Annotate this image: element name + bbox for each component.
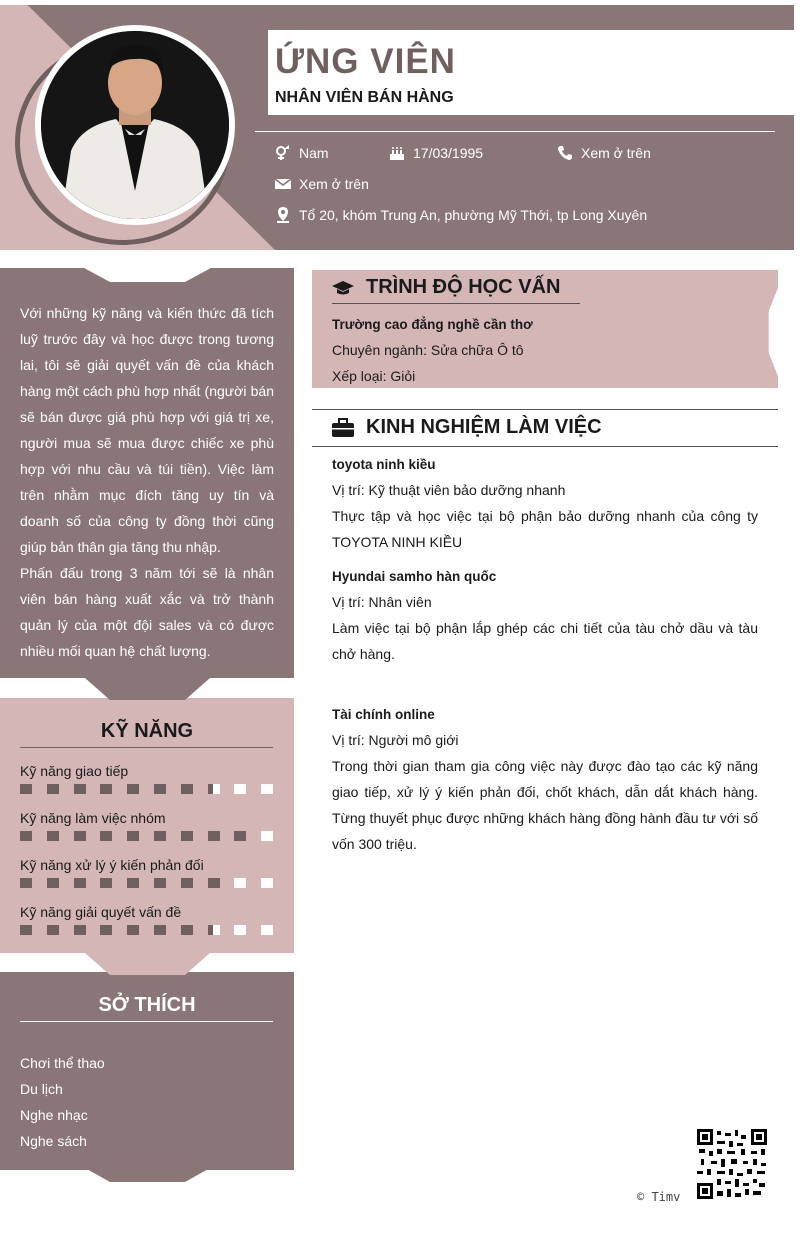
experience-heading <box>332 416 602 439</box>
skill-level-meter <box>20 831 273 841</box>
skill-level-dot <box>74 925 86 935</box>
skills-title: KỸ NĂNG <box>100 720 194 742</box>
skill-level-dot <box>127 831 139 841</box>
education-rule <box>332 303 580 304</box>
hobby-item: Nghe sách <box>20 1133 87 1149</box>
gender-icon <box>275 145 291 161</box>
cake-icon <box>389 145 405 161</box>
birthday-text: 17/03/1995 <box>413 145 484 161</box>
job-position: Vị trí: Người mô giới <box>332 732 459 748</box>
hobbies-rule <box>20 1021 273 1022</box>
skill-level-meter <box>20 784 273 794</box>
skill-level-dot <box>74 878 86 888</box>
skill-level-dot <box>181 925 193 935</box>
hobbies-title: SỞ THÍCH <box>98 994 196 1016</box>
skill-level-dot <box>74 784 86 794</box>
summary-notch <box>85 252 210 282</box>
job-description: Trong thời gian tham gia công việc này được đào tạo các kỹ năng giao tiếp, xử lý ý kiến phản đối, chốt khách, dẫn dắt khách hàng. Từng thuyết phục được những khách hàng đồng hành đầu tư với số vốn 300 triệu. <box>332 758 758 852</box>
header-divider <box>255 131 775 132</box>
skill-level-dot <box>154 831 166 841</box>
career-summary <box>20 300 274 664</box>
qr-code-icon <box>697 1129 767 1199</box>
graduation-cap-icon <box>332 278 354 298</box>
skill-level-dot <box>47 925 59 935</box>
education-heading <box>332 276 560 299</box>
skill-level-dot <box>127 925 139 935</box>
experience-title: KINH NGHIỆM LÀM VIỆC <box>366 416 602 438</box>
skill-level-dot <box>208 925 220 935</box>
skill-level-meter <box>20 878 273 888</box>
skill-name: Kỹ năng giao tiếp <box>20 763 129 779</box>
email-text[interactable]: Xem ở trên <box>299 176 369 192</box>
skill-level-dot <box>234 925 246 935</box>
skill-level-dot <box>127 784 139 794</box>
goal-paragraph: Phấn đấu trong 3 năm tới sẽ là nhân viên bán hàng xuất xắc và trở thành quản lý của một đội sales và có được nhiều mối quan hệ chất lượng. <box>20 565 274 659</box>
phone-icon <box>557 145 573 161</box>
skill-level-dot <box>47 878 59 888</box>
skill-level-dot <box>261 925 273 935</box>
skill-level-dot <box>20 784 32 794</box>
skill-level-dot <box>47 784 59 794</box>
skill-level-dot <box>208 784 220 794</box>
skill-level-dot <box>234 831 246 841</box>
email-info <box>275 176 369 192</box>
skill-level-dot <box>261 784 273 794</box>
summary-paragraph: Với những kỹ năng và kiến thức đã tích luỹ trước đây và học được trong tương lai, tôi sẽ giải quyết vấn đề của khách hàng một cách phù hợp nhất (người bán sẽ bán được giá phù hợp với giá trị xe, người mua sẽ mua được chiếc xe phù hợp với nhu cầu và túi tiền). Việc làm trên nhằm mục đích tăng uy tín và doanh số của công ty đồng thời cũng giúp bản thân gia tăng thu nhập. <box>20 305 274 555</box>
phone-text[interactable]: Xem ở trên <box>581 145 651 161</box>
job-company: toyota ninh kiều <box>332 457 436 472</box>
address-info <box>275 207 647 223</box>
experience-rule <box>312 446 778 447</box>
skill-level-dot <box>261 878 273 888</box>
skills-rule <box>20 747 273 748</box>
candidate-name: ỨNG VIÊN <box>275 42 456 81</box>
skill-level-dot <box>100 831 112 841</box>
job-description: Thực tập và học việc tại bộ phận bảo dưỡng nhanh của công ty TOYOTA NINH KIỀU <box>332 508 758 550</box>
skill-level-dot <box>20 878 32 888</box>
skills-notch <box>85 678 210 700</box>
job-title: NHÂN VIÊN BÁN HÀNG <box>275 89 454 106</box>
skill-level-dot <box>154 925 166 935</box>
skill-level-dot <box>208 878 220 888</box>
hobby-item: Du lịch <box>20 1081 63 1097</box>
skill-level-dot <box>154 878 166 888</box>
skill-name: Kỹ năng xử lý ý kiến phản đối <box>20 857 204 873</box>
hobby-item: Nghe nhạc <box>20 1107 88 1123</box>
skill-name: Kỹ năng làm việc nhóm <box>20 810 166 826</box>
briefcase-icon <box>332 418 354 438</box>
location-pin-icon <box>275 207 291 223</box>
skill-level-dot <box>234 878 246 888</box>
birthday-info <box>389 145 483 161</box>
skill-level-dot <box>100 925 112 935</box>
gender-info <box>275 145 329 161</box>
job-position: Vị trí: Nhân viên <box>332 594 432 610</box>
experience-top-rule <box>312 409 778 410</box>
gender-text: Nam <box>299 145 329 161</box>
job-position: Vị trí: Kỹ thuật viên bảo dưỡng nhanh <box>332 482 566 498</box>
skill-level-dot <box>127 878 139 888</box>
skill-level-dot <box>154 784 166 794</box>
skill-level-dot <box>181 831 193 841</box>
school-name: Trường cao đẳng nghề cần thơ <box>332 317 533 332</box>
skill-level-dot <box>20 831 32 841</box>
skill-level-dot <box>261 831 273 841</box>
email-icon <box>275 176 291 192</box>
skill-level-dot <box>47 831 59 841</box>
skill-level-dot <box>181 878 193 888</box>
skill-level-dot <box>208 831 220 841</box>
address-text: Tổ 20, khóm Trung An, phường Mỹ Thới, tp Long Xuyên <box>299 207 648 223</box>
phone-info <box>557 145 651 161</box>
avatar <box>35 25 235 225</box>
skill-level-dot <box>20 925 32 935</box>
copyright-text: © Timv <box>637 1190 681 1204</box>
skill-level-dot <box>74 831 86 841</box>
qr-code[interactable] <box>697 1129 767 1199</box>
job-company: Hyundai samho hàn quốc <box>332 569 497 584</box>
grade: Xếp loại: Giỏi <box>332 368 416 384</box>
skill-name: Kỹ năng giải quyết vấn đề <box>20 904 182 920</box>
skill-level-dot <box>100 878 112 888</box>
skill-level-dot <box>100 784 112 794</box>
education-title: TRÌNH ĐỘ HỌC VẤN <box>366 276 561 298</box>
major: Chuyên ngành: Sửa chữa Ô tô <box>332 342 524 358</box>
skill-level-dot <box>181 784 193 794</box>
hobby-item: Chơi thể thao <box>20 1055 105 1071</box>
job-description: Làm việc tại bộ phận lắp ghép các chi tiết của tàu chở dầu và tàu chở hàng. <box>332 620 758 662</box>
skill-level-dot <box>234 784 246 794</box>
hobbies-bottom-notch <box>85 1168 210 1182</box>
skill-level-meter <box>20 925 273 935</box>
job-company: Tài chính online <box>332 707 435 722</box>
